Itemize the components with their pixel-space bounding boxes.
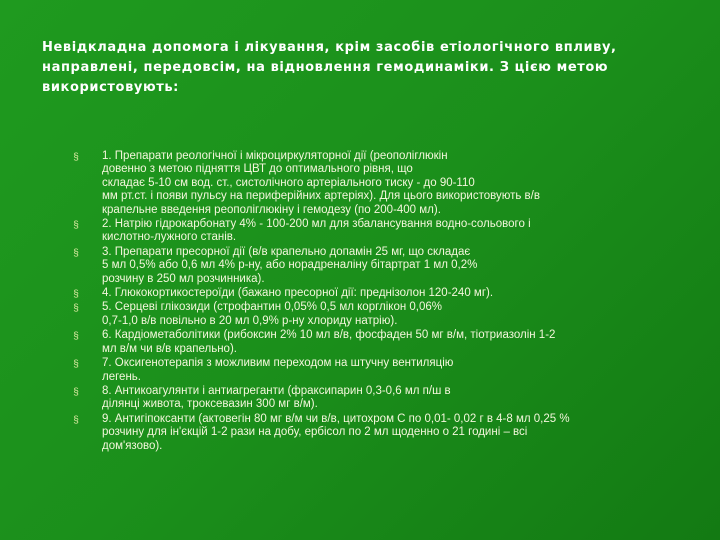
- list-item: [70, 385, 690, 412]
- square-bullet-icon: §: [73, 331, 79, 343]
- list-item-text: 5. Серцеві глікозиди (строфантин 0,05% 0,5 мл корглікон 0,06% 0,7-1,0 в/в повільно в 20 мл 0,9% р-ну хлориду натрію).: [102, 301, 443, 327]
- list-item-text: 6. Кардіометаболітики (рибоксин 2% 10 мл в/в, фосфаден 50 мг в/м, тіотриазолін 1-2 мл в/м чи в/в крапельно).: [102, 329, 556, 355]
- list-item: [70, 246, 690, 286]
- list-item-text: 8. Антикоагулянти і антиагреганти (фраксипарин 0,3-0,6 мл п/ш в ділянці живота, троксевазин 300 мг в/м).: [102, 384, 451, 411]
- square-bullet-icon: §: [73, 152, 79, 163]
- list-item: [70, 301, 690, 328]
- list-item: [70, 150, 690, 217]
- list-item-text: 2. Натрію гідрокарбонату 4% - 100-200 мл для збалансування водно-сольового і кислотно-лужного станів.: [102, 218, 531, 244]
- square-bullet-icon: §: [73, 289, 79, 301]
- list-item-text: 4. Глюкокортикостероїди (бажано пресорної дії: преднізолон 120-240 мг).: [102, 287, 494, 300]
- treatment-list: [70, 150, 690, 454]
- list-item: [70, 413, 690, 453]
- square-bullet-icon: §: [73, 359, 79, 371]
- square-bullet-icon: §: [73, 414, 79, 426]
- list-item: [70, 218, 690, 245]
- list-item: [70, 357, 690, 384]
- square-bullet-icon: §: [73, 303, 79, 315]
- list-item-text: 9. Антигіпоксанти (актовегін 80 мг в/м чи в/в, цитохром С по 0,01- 0,02 г в 4-8 мл 0,25 % розчину для ін'єкцій 1-2 рази на добу, ербісол по 2 мл щоденно о 21 годині – всі дом'язово).: [102, 412, 570, 452]
- square-bullet-icon: §: [73, 220, 79, 232]
- list-item: [70, 287, 690, 300]
- slide-title: Невідкладна допомога і лікування, крім засобів етіологічного впливу, направлені, передовсім, на відновлення гемодинаміки. З цією метою використовують:: [42, 40, 617, 95]
- square-bullet-icon: §: [73, 247, 79, 259]
- list-item-text: 7. Оксигенотерапія з можливим переходом на штучну вентиляцію легень.: [102, 357, 454, 383]
- list-item: [70, 329, 690, 356]
- list-item-text: 3. Препарати пресорної дії (в/в крапельно допамін 25 мг, що складає 5 мл 0,5% або 0,6 мл 4% р-ну, або норадреналіну бітартрат 1 мл 0,2% розчину в 250 мл розчинника).: [102, 245, 478, 285]
- square-bullet-icon: §: [73, 386, 79, 398]
- list-item-text: 1. Препарати реологічної і мікроциркуляторної дії (реополіглюкін довенно з метою підняття ЦВТ до оптимального рівня, що складає 5-10 см вод. ст., систолічного артеріального тиску - до 90-110 мм рт.ст. і появи пульсу на периферійних артеріях). Для цього використовують в/в крапельне введення реополіглюкіну і гемодезу (по 200-400 мл).: [102, 150, 540, 216]
